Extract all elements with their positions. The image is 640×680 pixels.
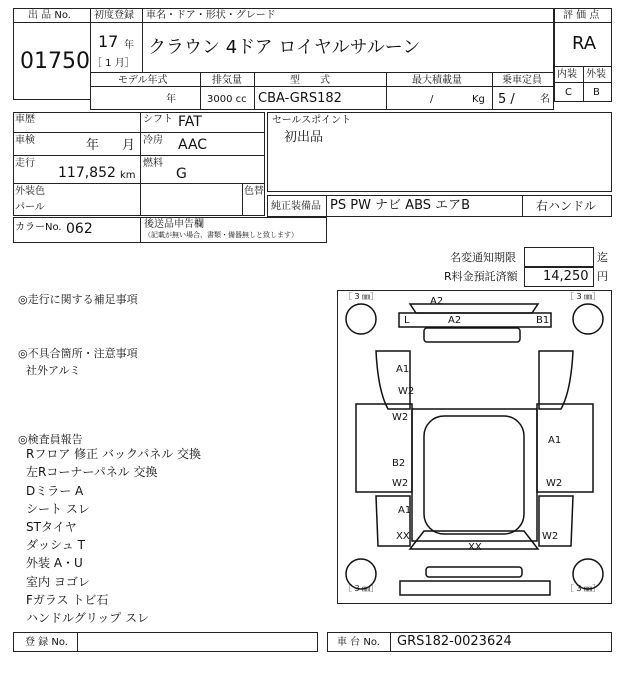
mark-right-front-a: A1 bbox=[396, 364, 410, 375]
mileage-unit: km bbox=[120, 170, 136, 181]
exterior-label: 外装 bbox=[586, 69, 606, 80]
inspector-item: 室内 ヨゴレ bbox=[26, 575, 90, 589]
history-label: 車歴 bbox=[15, 114, 35, 125]
car-name: クラウン 4ドア ロイヤルサルーン bbox=[148, 37, 421, 58]
sales-point-label: セールスポイント bbox=[272, 115, 352, 126]
max-load-label: 最大積載量 bbox=[412, 75, 462, 86]
score-label: 評 価 点 bbox=[563, 10, 600, 21]
color-no-label: カラーNo. bbox=[15, 222, 62, 233]
repaint-label: 色替 bbox=[244, 186, 264, 197]
color-no: 062 bbox=[66, 221, 93, 237]
mark-front-bumper: A2 bbox=[430, 296, 444, 307]
tire-front-left bbox=[346, 304, 376, 334]
inspector-item: Rフロア 修正 バックパネル 交換 bbox=[26, 447, 202, 461]
model-year-label: モデル年式 bbox=[118, 75, 168, 86]
max-load-unit: Kg bbox=[472, 94, 485, 105]
inspector-item: Dミラー A bbox=[26, 484, 84, 498]
recycle-unit: 円 bbox=[597, 270, 608, 283]
chassis-label: 車 台 No. bbox=[337, 637, 380, 648]
mark-left-front-w: W2 bbox=[392, 412, 409, 423]
score: RA bbox=[572, 33, 597, 54]
mark-hood-left: L bbox=[404, 315, 410, 326]
handle: 右ハンドル bbox=[536, 199, 597, 213]
recycle: 14,250 bbox=[543, 269, 589, 284]
first-reg-month: ［ 1 月］ bbox=[92, 58, 135, 69]
capacity-label: 乗車定員 bbox=[502, 75, 542, 86]
defects-label: ◎不具合箇所・注意事項 bbox=[18, 347, 138, 360]
inspector-item: ハンドルグリップ スレ bbox=[26, 611, 150, 625]
sales-point: 初出品 bbox=[284, 130, 324, 145]
ac: AAC bbox=[178, 137, 208, 153]
name-change-unit: 迄 bbox=[597, 251, 608, 264]
chassis: GRS182-0023624 bbox=[397, 634, 512, 649]
windshield bbox=[424, 328, 520, 342]
fuel: G bbox=[176, 166, 187, 182]
exterior-score: B bbox=[593, 87, 600, 98]
car-diagram bbox=[337, 290, 612, 604]
capacity-unit: 名 bbox=[540, 94, 550, 105]
fender-front-right bbox=[539, 351, 573, 409]
shift-label: シフト bbox=[143, 114, 173, 125]
mark-right-quarter: W2 bbox=[542, 531, 559, 542]
year-unit: 年 bbox=[124, 40, 134, 51]
capacity: 5 / bbox=[498, 92, 515, 107]
tire-label: ［ 3 ㎜］ bbox=[344, 292, 379, 301]
mark-left-quarter-a: A1 bbox=[398, 505, 412, 516]
mark-hood-right: B1 bbox=[536, 315, 550, 326]
hood bbox=[399, 313, 551, 327]
name-change-label: 名変通知期限 bbox=[450, 251, 516, 264]
first-reg-label: 初度登録 bbox=[94, 10, 134, 21]
inspector-item: STタイヤ bbox=[26, 520, 77, 534]
interior-label: 内装 bbox=[557, 69, 577, 80]
ac-label: 冷房 bbox=[143, 135, 163, 146]
type: CBA-GRS182 bbox=[258, 91, 342, 106]
tire-label: ［ 3 ㎜］ bbox=[566, 584, 601, 593]
shaken-month: 月 bbox=[122, 138, 136, 153]
inspector-item: ダッシュ T bbox=[26, 538, 85, 552]
mark-right-front-w: W2 bbox=[398, 386, 415, 397]
car-name-label: 車名・ドア・形状・グレード bbox=[146, 10, 276, 21]
shift: FAT bbox=[178, 114, 202, 130]
max-load-sep: / bbox=[430, 94, 434, 105]
interior-score: C bbox=[565, 87, 572, 98]
tire-label: ［ 3 ㎜］ bbox=[566, 292, 601, 301]
shaken-year: 年 bbox=[86, 138, 100, 153]
mileage: 117,852 bbox=[58, 165, 116, 181]
reg-no-label: 登 録 No. bbox=[25, 637, 68, 648]
model-year-unit: 年 bbox=[166, 94, 176, 105]
mark-left-rear-door-w: W2 bbox=[392, 478, 409, 489]
lot-no: 01750 bbox=[20, 49, 90, 74]
displacement-label: 排気量 bbox=[212, 75, 242, 86]
color-box bbox=[13, 183, 265, 216]
rear-glass bbox=[426, 567, 522, 577]
inspector-item: 左Rコーナーパネル 交換 bbox=[26, 465, 158, 479]
roof bbox=[412, 409, 537, 541]
first-reg-year: 17 bbox=[98, 32, 119, 51]
inspector-item: 外装 A・U bbox=[26, 556, 83, 570]
driving-label: ◎走行に関する補足事項 bbox=[18, 293, 138, 306]
type-label: 型 式 bbox=[290, 75, 330, 86]
equipment: PS PW ナビ ABS エアB bbox=[330, 198, 471, 213]
displacement: 3000 cc bbox=[207, 94, 247, 105]
docs-label: 後送品申告欄 bbox=[144, 219, 204, 230]
mark-left-front-door: A1 bbox=[548, 435, 562, 446]
inspector-item: シート スレ bbox=[26, 502, 90, 516]
fuel-label: 燃料 bbox=[143, 158, 163, 169]
equipment-label: 純正装備品 bbox=[271, 201, 321, 212]
inspector-label: ◎検査員報告 bbox=[18, 433, 83, 446]
color-label: 外装色 bbox=[15, 186, 45, 197]
color: パール bbox=[15, 202, 45, 213]
defect-item: 社外アルミ bbox=[26, 364, 81, 377]
name-change-box bbox=[524, 247, 594, 267]
fender-front-left bbox=[376, 351, 410, 409]
docs-note: （記載が無い場合、書類・備器無しと致します） bbox=[144, 231, 298, 239]
mileage-label: 走行 bbox=[15, 158, 35, 169]
lot-no-label: 出 品 No. bbox=[28, 10, 71, 21]
mark-right-rear-door: W2 bbox=[546, 478, 563, 489]
rear-bumper bbox=[400, 581, 550, 595]
mark-hood-center: A2 bbox=[448, 315, 462, 326]
tire-front-right bbox=[573, 304, 603, 334]
cabin bbox=[424, 416, 524, 534]
shaken-label: 車検 bbox=[15, 135, 35, 146]
inspector-item: Fガラス トビ石 bbox=[26, 593, 109, 607]
mark-left-quarter-x: XX bbox=[396, 531, 410, 542]
recycle-label: R料金預託済額 bbox=[444, 270, 518, 283]
mark-trunk: XX bbox=[468, 542, 482, 553]
mark-left-rear-door-b: B2 bbox=[392, 458, 406, 469]
tire-label: ［ 3 ㎜］ bbox=[344, 584, 379, 593]
